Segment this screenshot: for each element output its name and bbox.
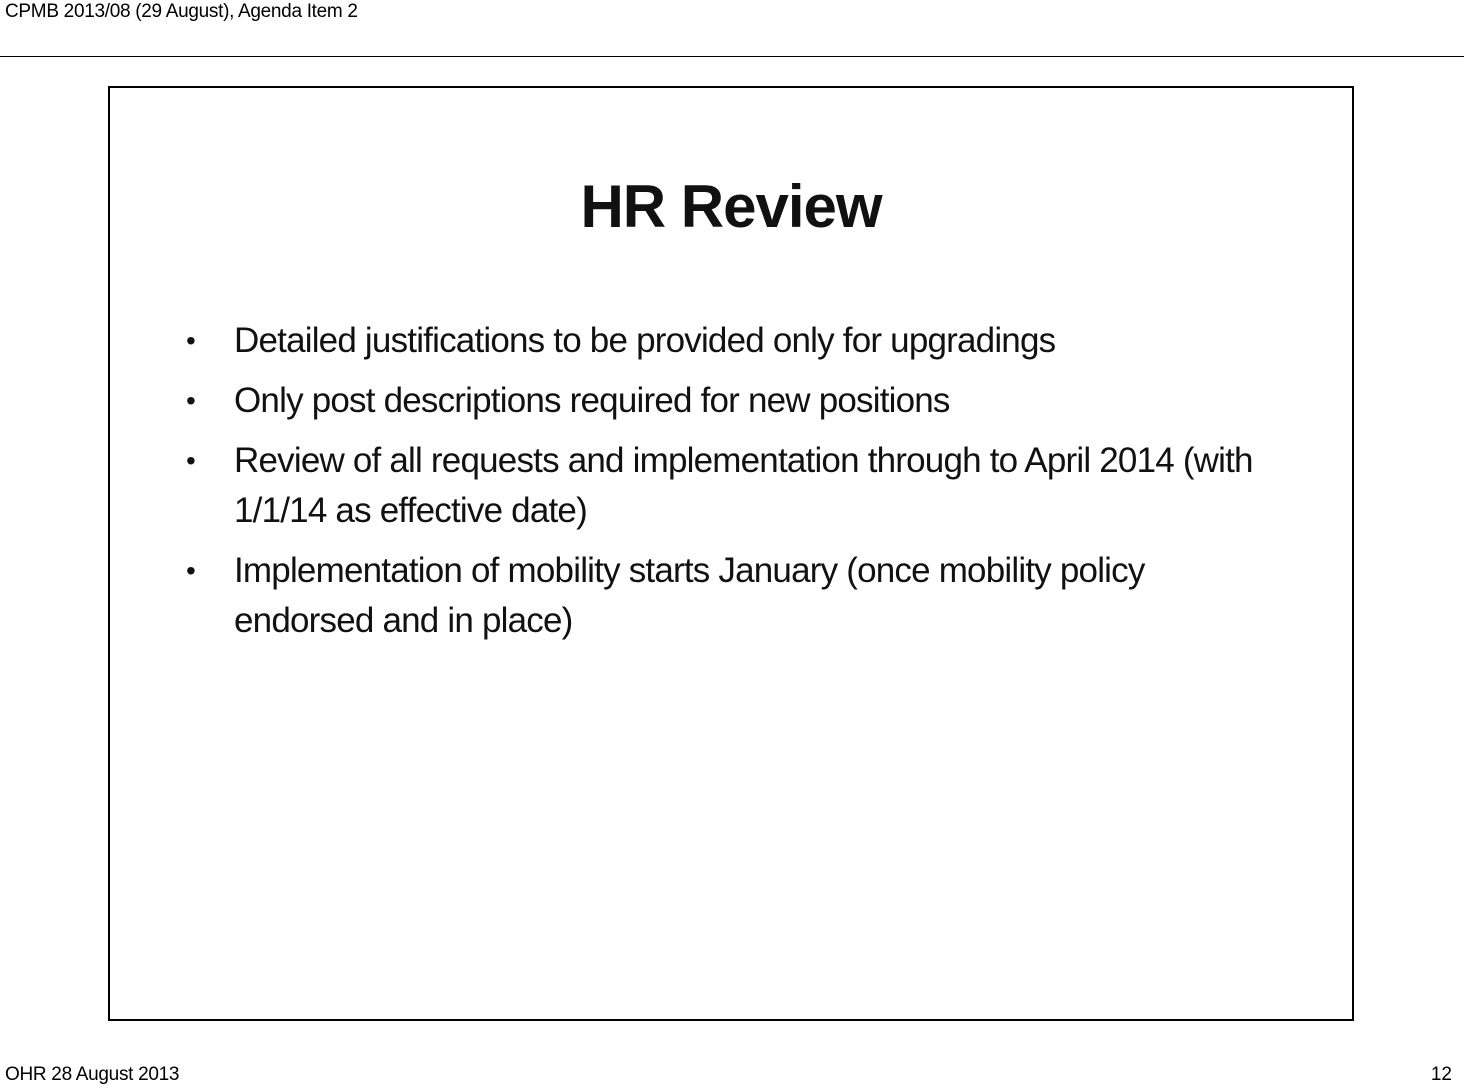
- bullet-icon: •: [186, 555, 196, 586]
- bullet-item: [180, 376, 1260, 426]
- bullet-list: [180, 316, 1260, 656]
- bullet-icon: •: [186, 325, 196, 356]
- bullet-text: Review of all requests and implementation through to April 2014 (with 1/1/14 as effective date): [234, 441, 1253, 530]
- page-number: 12: [1430, 1064, 1452, 1085]
- bullet-icon: •: [186, 385, 196, 416]
- bullet-item: [180, 436, 1260, 536]
- header-divider: [0, 56, 1464, 57]
- bullet-text: Implementation of mobility starts January (once mobility policy endorsed and in place): [234, 551, 1145, 640]
- bullet-text: Detailed justifications to be provided only for upgradings: [234, 321, 1056, 360]
- bullet-icon: •: [186, 445, 196, 476]
- bullet-text: Only post descriptions required for new positions: [234, 381, 950, 420]
- page-header: CPMB 2013/08 (29 August), Agenda Item 2: [5, 1, 358, 22]
- bullet-item: [180, 546, 1260, 646]
- bullet-item: [180, 316, 1260, 366]
- slide-title: HR Review: [580, 173, 882, 240]
- slide-frame: [108, 86, 1354, 1021]
- footer-date: OHR 28 August 2013: [5, 1064, 180, 1085]
